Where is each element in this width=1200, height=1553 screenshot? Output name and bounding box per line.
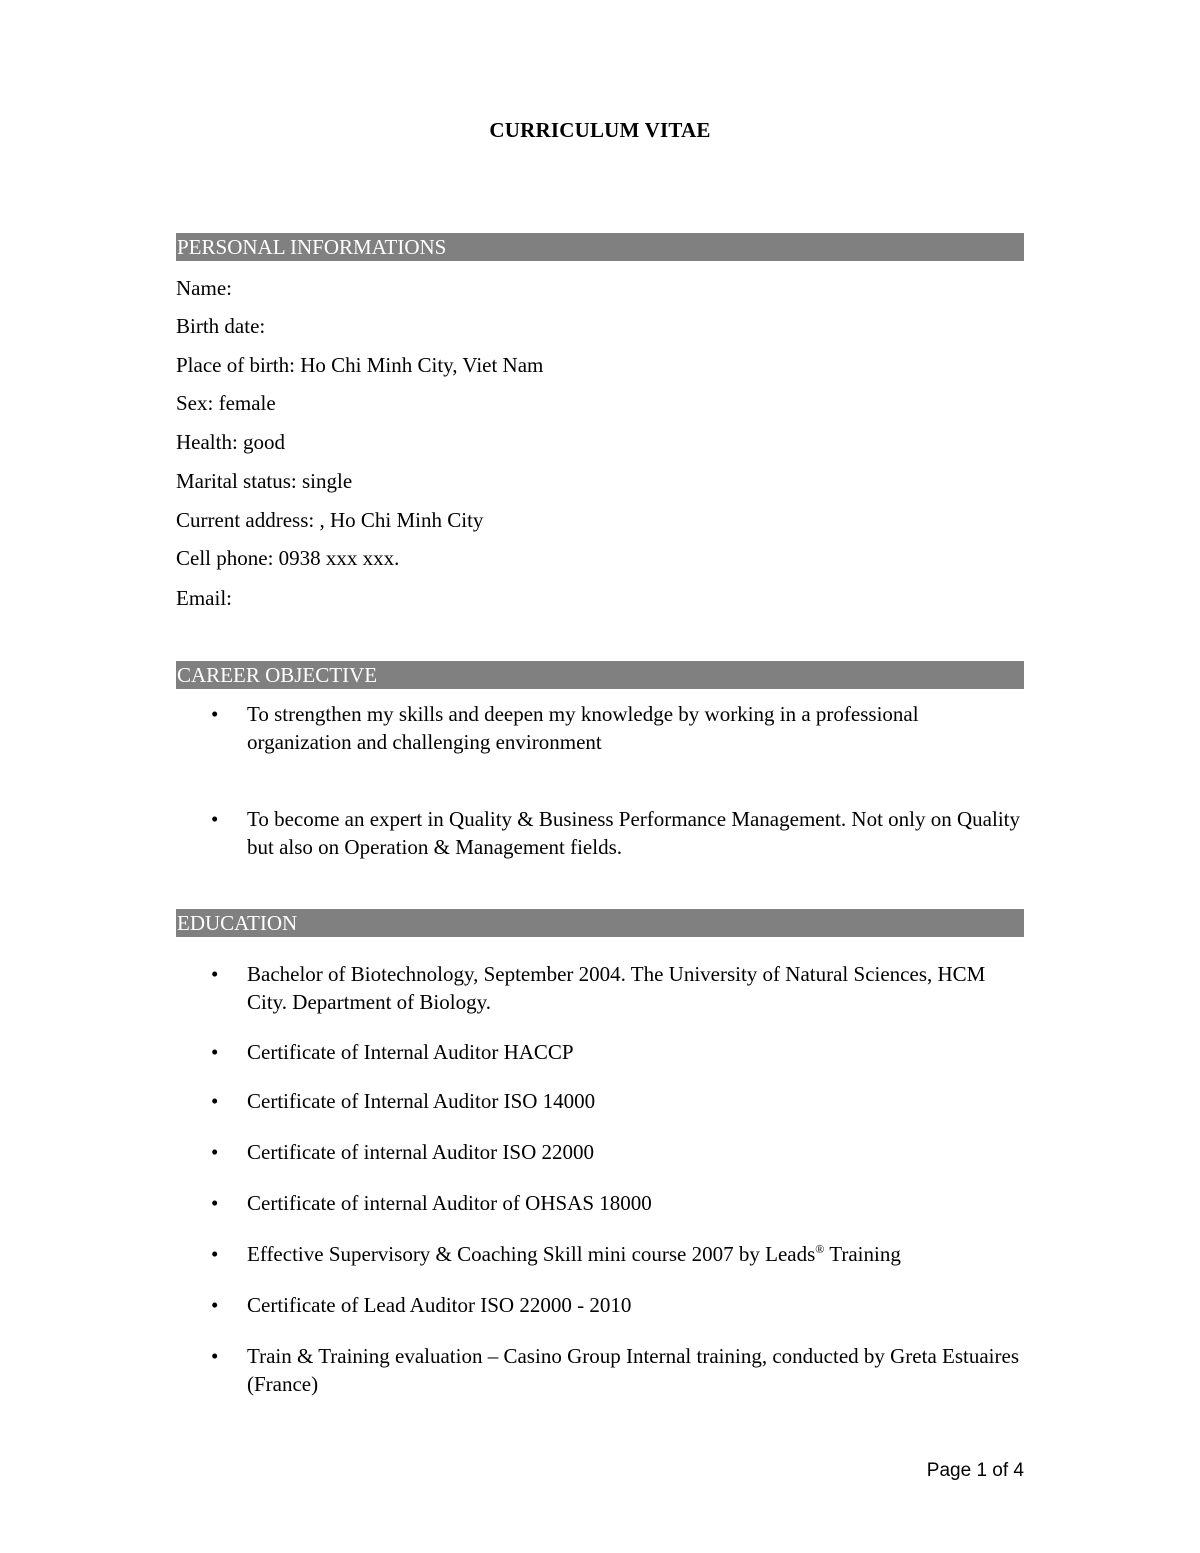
education-item bbox=[176, 1088, 1024, 1116]
objective-item bbox=[176, 806, 1024, 861]
objective-item bbox=[176, 701, 1024, 756]
education-item bbox=[176, 961, 1024, 1016]
bullet-icon: • bbox=[211, 807, 219, 831]
personal-name: Name: bbox=[176, 276, 232, 300]
education-item bbox=[176, 1190, 1024, 1218]
bullet-icon: • bbox=[211, 1242, 219, 1266]
personal-health: Health: good bbox=[176, 430, 286, 454]
bullet-icon: • bbox=[211, 1191, 219, 1215]
personal-email: Email: bbox=[176, 586, 232, 610]
bullet-icon: • bbox=[211, 1040, 219, 1064]
bullet-icon: • bbox=[211, 702, 219, 726]
education-item-text: Certificate of internal Auditor of OHSAS 18000 bbox=[247, 1191, 652, 1215]
objective-item-text: To strengthen my skills and deepen my knowledge by working in a professional organization and challenging environment bbox=[247, 702, 919, 754]
personal-place-of-birth: Place of birth: Ho Chi Minh City, Viet Nam bbox=[176, 353, 544, 377]
education-item bbox=[176, 1039, 1024, 1067]
education-item bbox=[176, 1343, 1024, 1398]
section-header-education: EDUCATION bbox=[176, 909, 1024, 937]
education-item bbox=[176, 1139, 1024, 1167]
personal-sex: Sex: female bbox=[176, 391, 276, 415]
registered-mark: ® bbox=[815, 1242, 825, 1256]
leads-course-suffix: Training bbox=[829, 1242, 901, 1266]
education-item-text: Certificate of Lead Auditor ISO 22000 - 2010 bbox=[247, 1293, 632, 1317]
objective-item-text: To become an expert in Quality & Business Performance Management. Not only on Quality but also on Operation & Management fields. bbox=[247, 807, 1021, 859]
bullet-icon: • bbox=[211, 1293, 219, 1317]
personal-marital-status: Marital status: single bbox=[176, 469, 353, 493]
education-item-text: Certificate of internal Auditor ISO 22000 bbox=[247, 1140, 595, 1164]
education-item-text: Bachelor of Biotechnology, September 2004. The University of Natural Sciences, HCM City. Department of Biology. bbox=[247, 962, 986, 1014]
bullet-icon: • bbox=[211, 1344, 219, 1368]
document-title: CURRICULUM VITAE bbox=[489, 118, 711, 142]
section-header-personal: PERSONAL INFORMATIONS bbox=[176, 233, 1024, 261]
leads-course-text: Effective Supervisory & Coaching Skill mini course 2007 by Leads bbox=[247, 1242, 816, 1266]
personal-cell-phone: Cell phone: 0938 xxx xxx. bbox=[176, 546, 400, 570]
education-item bbox=[176, 1241, 1024, 1269]
education-item-text: Train & Training evaluation – Casino Group Internal training, conducted by Greta Estuaires (France) bbox=[247, 1344, 1019, 1396]
personal-current-address: Current address: , Ho Chi Minh City bbox=[176, 508, 484, 532]
education-item-text: Certificate of Internal Auditor ISO 14000 bbox=[247, 1089, 596, 1113]
bullet-icon: • bbox=[211, 1140, 219, 1164]
page-number: Page 1 of 4 bbox=[926, 1460, 1024, 1481]
education-item-text: Certificate of Internal Auditor HACCP bbox=[247, 1040, 574, 1064]
section-header-objective: CAREER OBJECTIVE bbox=[176, 661, 1024, 689]
personal-birth-date: Birth date: bbox=[176, 314, 266, 338]
bullet-icon: • bbox=[211, 962, 219, 986]
bullet-icon: • bbox=[211, 1089, 219, 1113]
education-item bbox=[176, 1292, 1024, 1320]
education-item-text bbox=[247, 1241, 1024, 1269]
